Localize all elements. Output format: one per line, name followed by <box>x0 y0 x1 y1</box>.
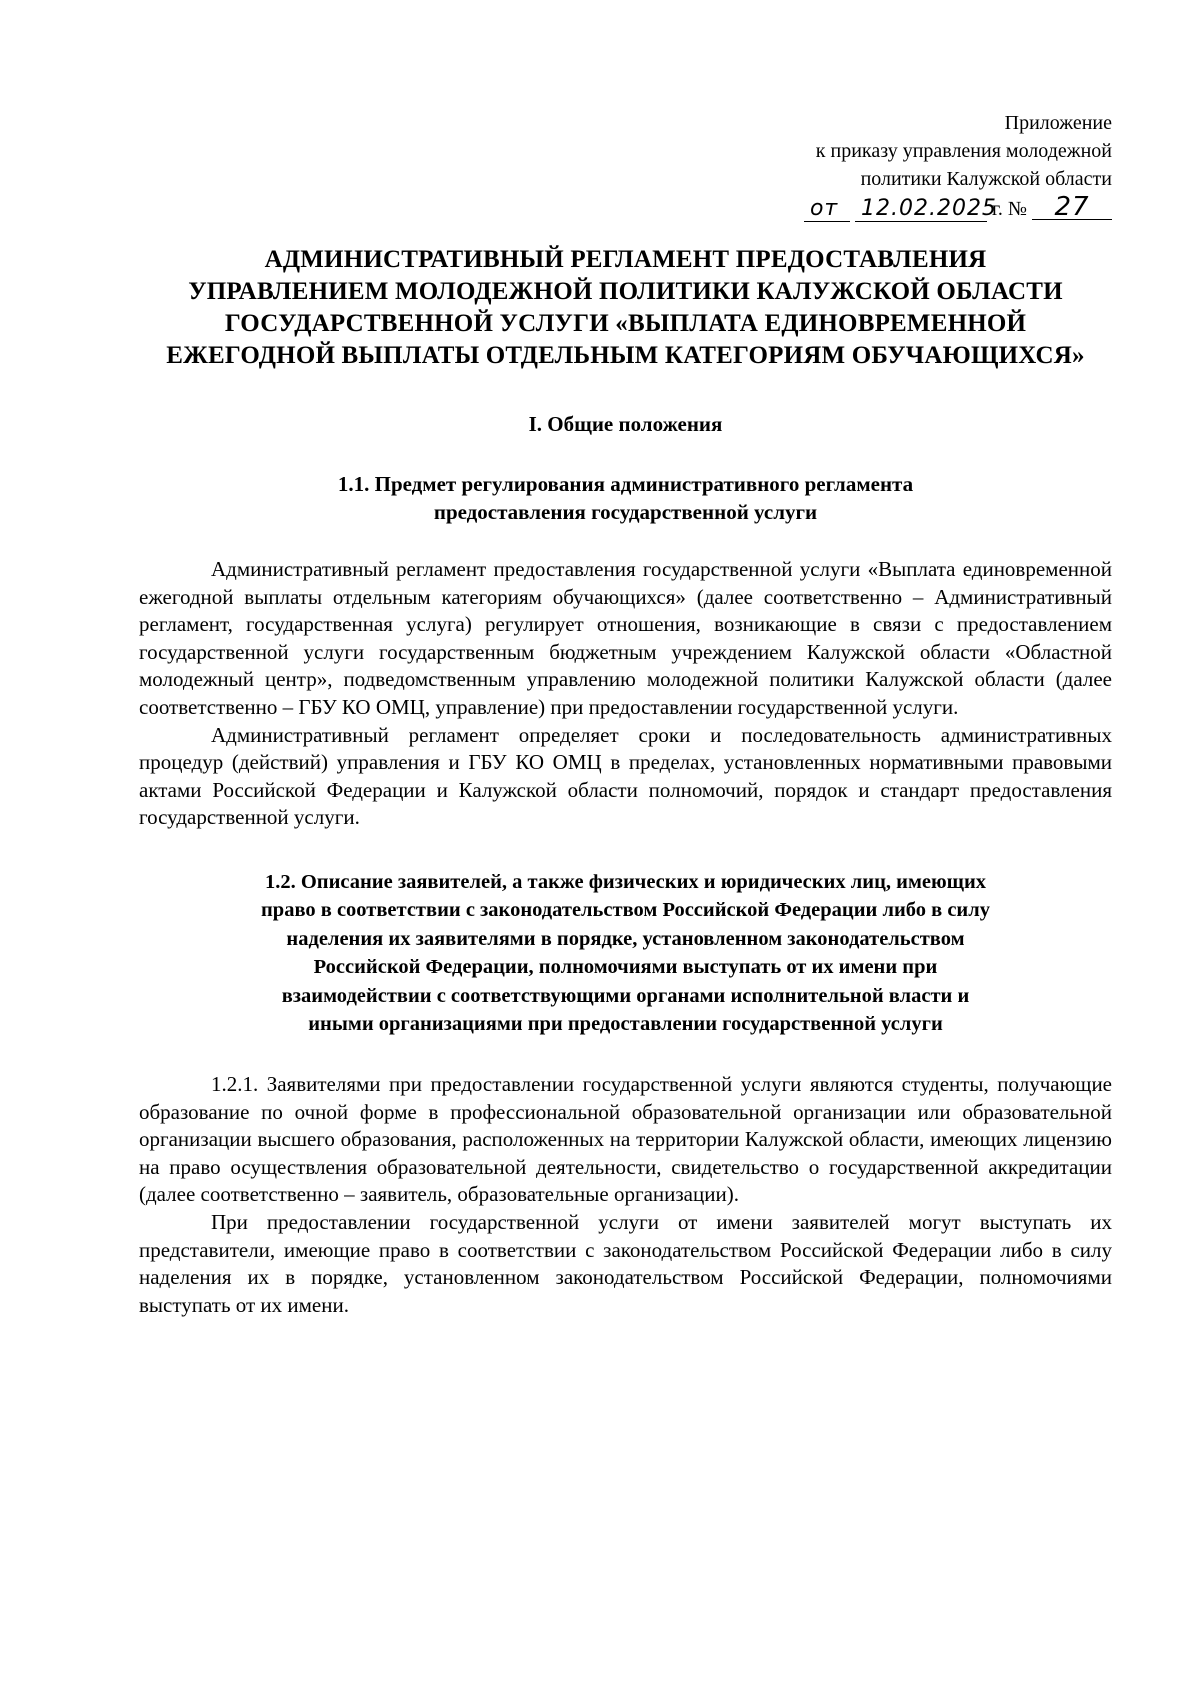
appendix-label: Приложение <box>1004 112 1112 134</box>
section-heading: I. Общие положения <box>528 412 723 436</box>
document-title-line: ГОСУДАРСТВЕННОЙ УСЛУГИ «ВЫПЛАТА ЕДИНОВРЕМЕННОЙ <box>224 310 1027 337</box>
heading-line: предоставления государственной услуги <box>433 500 818 524</box>
order-number: 27 <box>1032 195 1112 220</box>
order-date-number <box>600 192 1112 223</box>
document-title-line: АДМИНИСТРАТИВНЫЙ РЕГЛАМЕНТ ПРЕДОСТАВЛЕНИЯ <box>264 246 987 273</box>
heading-line: иными организациями при предоставлении государственной услуги <box>308 1013 943 1036</box>
appendix-order-ref: к приказу управления молодежной <box>815 140 1112 162</box>
document-title <box>139 244 1112 372</box>
from-label: от <box>804 197 850 222</box>
document-title-line: ЕЖЕГОДНОЙ ВЫПЛАТЫ ОТДЕЛЬНЫМ КАТЕГОРИЯМ ОБУЧАЮЩИХСЯ» <box>166 342 1085 369</box>
paragraph: 1.2.1. Заявителями при предоставлении государственной услуги являются студенты, получающие образование по очной форме в профессиональной образовательной организации или образовательной организации высшего образования, расположенных на территории Калужской области, имеющих лицензию на право осуществления образовательной деятельности, свидетельство о государственной аккредитации (далее соответственно – заявитель, образовательные организации). <box>139 1071 1112 1207</box>
paragraph: Административный регламент предоставления государственной услуги «Выплата единовременной ежегодной выплаты отдельным категориям обучающихся» (далее соответственно – Административный регламент, государственная услуга) регулирует отношения, возникающие в связи с предоставлением государственной услуги государственным бюджетным учреждением Калужской области «Областной молодежный центр», подведомственным управлению молодежной политики Калужской области (далее соответственно – ГБУ КО ОМЦ, управление) при предоставлении государственной услуги. <box>139 557 1112 719</box>
document-body <box>139 244 1112 1319</box>
heading-line: право в соответствии с законодательством Российской Федерации либо в силу <box>260 899 990 922</box>
appendix-header <box>600 109 1112 223</box>
document-title-line: УПРАВЛЕНИЕМ МОЛОДЕЖНОЙ ПОЛИТИКИ КАЛУЖСКОЙ ОБЛАСТИ <box>188 278 1063 305</box>
heading-line: взаимодействии с соответствующими органами исполнительной власти и <box>281 984 970 1007</box>
year-number-label: г. № <box>991 198 1027 220</box>
heading-line: наделения их заявителями в порядке, установленном законодательством <box>286 927 965 950</box>
heading-line: Российской Федерации, полномочиями выступать от их имени при <box>313 956 938 979</box>
paragraph: При предоставлении государственной услуги от имени заявителей могут выступать их представители, имеющие право в соответствии с законодательством Российской Федерации либо в силу наделения их в порядке, установленном законодательством Российской Федерации, полномочиями выступать от их имени. <box>139 1209 1112 1317</box>
order-date: 12.02.2025 <box>855 197 987 222</box>
subsection-heading-1-1 <box>139 470 1112 526</box>
appendix-authority: политики Калужской области <box>860 168 1112 190</box>
subsection-heading-1-2 <box>139 868 1112 1039</box>
heading-line: 1.2. Описание заявителей, а также физических и юридических лиц, имеющих <box>264 870 987 893</box>
paragraph: Административный регламент определяет сроки и последовательность административных процедур (действий) управления и ГБУ КО ОМЦ в пределах, установленных нормативными правовыми актами Российской Федерации и Калужской области полномочий, порядок и стандарт предоставления государственной услуги. <box>139 722 1112 830</box>
heading-line: 1.1. Предмет регулирования административного регламента <box>337 472 914 496</box>
